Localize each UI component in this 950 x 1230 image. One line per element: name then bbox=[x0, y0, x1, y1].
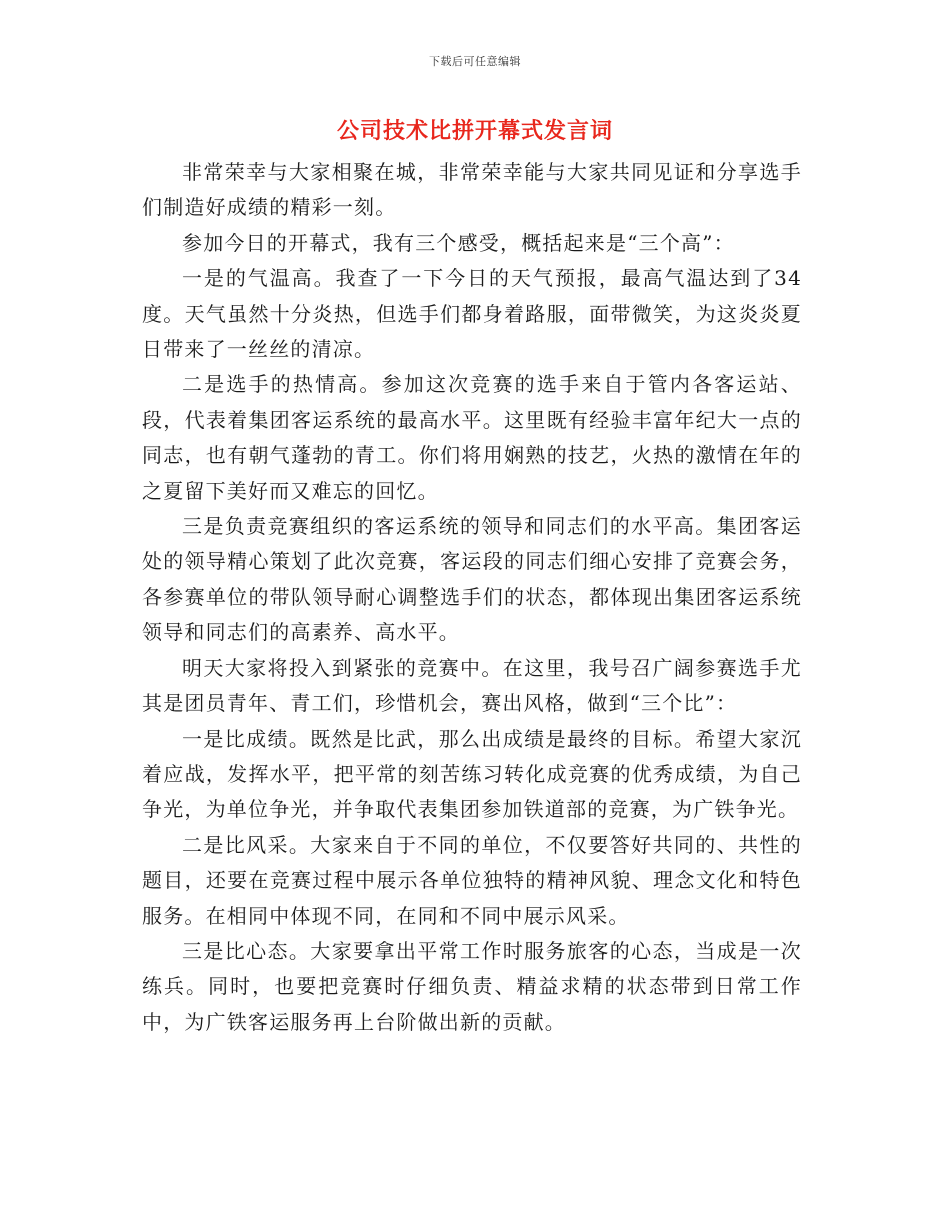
paragraph: 二是选手的热情高。参加这次竞赛的选手来自于管内各客运站、段，代表着集团客运系统的最高水平。这里既有经验丰富年纪大一点的同志，也有朝气蓬勃的青工。你们将用娴熟的技艺，火热的激情在年的之夏留下美好而又难忘的回忆。 bbox=[142, 372, 802, 503]
header-note: 下载后可任意编辑 bbox=[429, 55, 521, 68]
paragraph: 二是比风采。大家来自于不同的单位，不仅要答好共同的、共性的题目，还要在竞赛过程中展示各单位独特的精神风貌、理念文化和特色服务。在相同中体现不同，在同和不同中展示风采。 bbox=[142, 832, 802, 928]
paragraph: 三是比心态。大家要拿出平常工作时服务旅客的心态，当成是一次练兵。同时，也要把竞赛时仔细负责、精益求精的状态带到日常工作中，为广铁客运服务再上台阶做出新的贡献。 bbox=[142, 938, 802, 1034]
paragraph: 明天大家将投入到紧张的竞赛中。在这里，我号召广阔参赛选手尤其是团员青年、青工们，珍惜机会，赛出风格，做到“三个比”： bbox=[142, 655, 802, 716]
paragraph: 三是负责竞赛组织的客运系统的领导和同志们的水平高。集团客运处的领导精心策划了此次竞赛，客运段的同志们细心安排了竞赛会务，各参赛单位的带队领导耐心调整选手们的状态，都体现出集团客运系统领导和同志们的高素养、高水平。 bbox=[142, 514, 802, 645]
paragraph: 非常荣幸与大家相聚在城，非常荣幸能与大家共同见证和分享选手们制造好成绩的精彩一刻。 bbox=[142, 160, 802, 220]
paragraph: 参加今日的开幕式，我有三个感受，概括起来是“三个高”： bbox=[182, 230, 735, 255]
document-body bbox=[142, 155, 802, 1040]
paragraph: 一是的气温高。我查了一下今日的天气预报，最高气温达到了34度。天气虽然十分炎热，但选手们都身着路服，面带微笑，为这炎炎夏日带来了一丝丝的清凉。 bbox=[142, 266, 802, 362]
document-title: 公司技术比拼开幕式发言词 bbox=[336, 118, 613, 144]
paragraph: 一是比成绩。既然是比武，那么出成绩是最终的目标。希望大家沉着应战，发挥水平，把平常的刻苦练习转化成竞赛的优秀成绩，为自己争光，为单位争光，并争取代表集团参加铁道部的竞赛，为广铁争光。 bbox=[142, 726, 802, 822]
